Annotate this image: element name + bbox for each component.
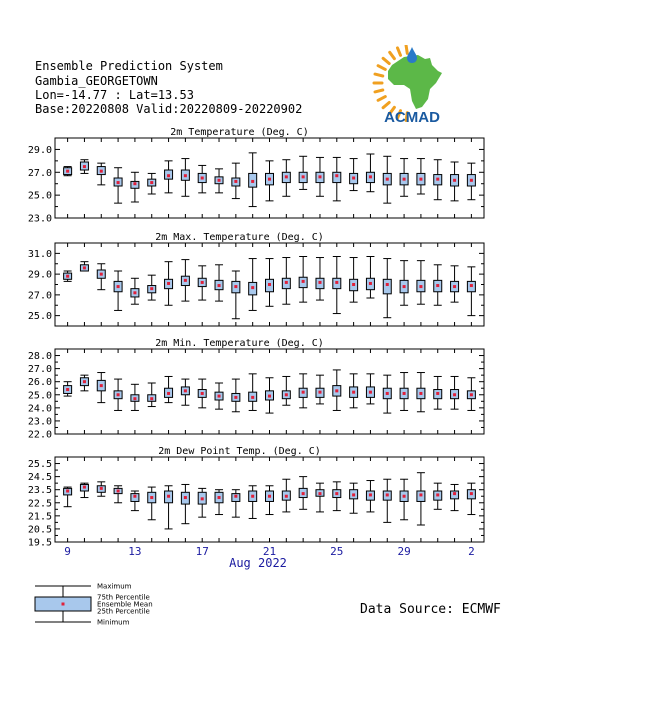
box-1 [64, 271, 72, 281]
mean-marker [251, 495, 254, 498]
box-12 [249, 153, 257, 207]
mean-marker [167, 392, 170, 395]
box-8 [181, 159, 189, 197]
box-18 [350, 258, 358, 303]
mean-marker [419, 493, 422, 496]
y-tick-label: 29.0 [27, 144, 52, 156]
mean-marker [100, 273, 103, 276]
panel-2 [28, 232, 484, 326]
box-23 [434, 265, 442, 305]
mean-marker [100, 384, 103, 387]
mean-marker [133, 182, 136, 185]
mean-marker [403, 495, 406, 498]
box-18 [350, 374, 358, 408]
box-24 [451, 484, 459, 510]
mean-marker [83, 266, 86, 269]
mean-marker [470, 393, 473, 396]
mean-marker [436, 284, 439, 287]
box-6 [148, 487, 156, 520]
mean-marker [251, 396, 254, 399]
legend-minimum-label: Minimum [97, 618, 130, 627]
mean-marker [386, 283, 389, 286]
box-9 [198, 379, 206, 408]
y-tick-label: 25.0 [27, 190, 52, 202]
mean-marker [201, 281, 204, 284]
x-tick-label: 2 [468, 545, 475, 558]
box-9 [198, 488, 206, 517]
box-20 [383, 375, 391, 413]
mean-marker [66, 490, 69, 493]
mean-marker [302, 492, 305, 495]
mean-marker [352, 283, 355, 286]
box-13 [266, 259, 274, 307]
mean-marker [419, 178, 422, 181]
box-16 [316, 157, 324, 196]
mean-marker [453, 393, 456, 396]
mean-marker [100, 487, 103, 490]
box-2 [80, 262, 88, 271]
box-21 [400, 479, 408, 520]
box-10 [215, 265, 223, 301]
box-8 [181, 484, 189, 523]
panel-title: 2m Temperature (Deg. C) [170, 127, 309, 138]
y-tick-label: 27.0 [27, 167, 52, 179]
box-3 [97, 264, 105, 290]
box-13 [266, 378, 274, 413]
box-7 [165, 161, 173, 193]
mean-marker [201, 392, 204, 395]
mean-marker [150, 181, 153, 184]
box-12 [249, 374, 257, 411]
mean-marker [386, 392, 389, 395]
y-tick-label: 24.0 [27, 403, 52, 415]
mean-marker [268, 178, 271, 181]
box-2 [80, 375, 88, 391]
mean-marker [369, 391, 372, 394]
mean-marker [268, 283, 271, 286]
mean-marker [302, 280, 305, 283]
panel-title: 2m Dew Point Temp. (Deg. C) [158, 446, 321, 457]
mean-marker [335, 174, 338, 177]
mean-marker [285, 393, 288, 396]
box-11 [232, 163, 240, 198]
box-14 [282, 479, 290, 512]
mean-marker [453, 492, 456, 495]
box-19 [366, 256, 374, 298]
box-25 [467, 483, 475, 514]
box-23 [434, 483, 442, 509]
iqr-box [333, 172, 341, 182]
mean-marker [419, 285, 422, 288]
box-4 [114, 271, 122, 310]
mean-marker [133, 397, 136, 400]
mean-marker [167, 174, 170, 177]
y-tick-label: 29.0 [27, 269, 52, 281]
box-16 [316, 258, 324, 301]
box-24 [451, 266, 459, 302]
mean-marker [268, 395, 271, 398]
y-tick-label: 25.5 [27, 459, 52, 471]
box-2 [80, 160, 88, 174]
y-tick-label: 23.5 [27, 485, 52, 497]
mean-marker [335, 492, 338, 495]
mean-marker [403, 178, 406, 181]
mean-marker [453, 285, 456, 288]
panel-4 [28, 446, 484, 549]
box-8 [181, 260, 189, 302]
mean-marker [100, 170, 103, 173]
box-20 [383, 259, 391, 318]
box-14 [282, 258, 290, 305]
mean-marker [117, 393, 120, 396]
box-19 [366, 374, 374, 404]
box-20 [383, 156, 391, 203]
mean-marker [150, 496, 153, 499]
mean-marker [234, 396, 237, 399]
box-15 [299, 256, 307, 302]
box-15 [299, 374, 307, 408]
box-17 [333, 482, 341, 511]
data-source: Data Source: ECMWF [360, 602, 501, 617]
panel-3 [28, 338, 484, 441]
box-23 [434, 376, 442, 409]
mean-marker [184, 174, 187, 177]
mean-marker [268, 495, 271, 498]
y-tick-label: 27.0 [27, 290, 52, 302]
y-tick-label: 28.0 [27, 351, 52, 363]
mean-marker [234, 495, 237, 498]
mean-marker [251, 180, 254, 183]
x-tick-label: 13 [128, 545, 142, 558]
x-tick-label: 25 [330, 545, 344, 558]
box-11 [232, 490, 240, 517]
box-10 [215, 383, 223, 409]
mean-marker [117, 181, 120, 184]
box-5 [131, 172, 139, 202]
mean-marker [184, 279, 187, 282]
y-tick-label: 20.5 [27, 524, 52, 536]
mean-marker [83, 380, 86, 383]
box-16 [316, 375, 324, 404]
legend-mean-marker [62, 603, 65, 606]
mean-marker [318, 175, 321, 178]
mean-marker [436, 493, 439, 496]
mean-marker [234, 285, 237, 288]
box-2 [80, 483, 88, 497]
legend [35, 583, 153, 627]
box-15 [299, 477, 307, 510]
mean-marker [436, 178, 439, 181]
box-24 [451, 376, 459, 409]
header-title: Ensemble Prediction System [35, 59, 223, 73]
box-4 [114, 168, 122, 203]
mean-marker [218, 496, 221, 499]
box-5 [131, 278, 139, 304]
box-22 [417, 159, 425, 194]
y-tick-label: 21.5 [27, 511, 52, 523]
mean-marker [352, 493, 355, 496]
box-10 [215, 169, 223, 193]
box-13 [266, 486, 274, 515]
box-21 [400, 373, 408, 411]
box-16 [316, 483, 324, 512]
mean-marker [470, 492, 473, 495]
mean-marker [66, 170, 69, 173]
box-9 [198, 266, 206, 300]
box-25 [467, 267, 475, 316]
mean-marker [470, 179, 473, 182]
header-coordinates: Lon=-14.77 : Lat=13.53 [35, 88, 194, 102]
box-14 [282, 376, 290, 405]
panel-title: 2m Max. Temperature (Deg. C) [155, 232, 324, 243]
mean-marker [201, 497, 204, 500]
box-11 [232, 271, 240, 319]
box-10 [215, 490, 223, 515]
mean-marker [318, 492, 321, 495]
mean-marker [218, 284, 221, 287]
box-3 [97, 373, 105, 403]
box-1 [64, 167, 72, 176]
y-tick-label: 27.0 [27, 364, 52, 376]
mean-marker [150, 287, 153, 290]
mean-marker [234, 180, 237, 183]
box-22 [417, 373, 425, 412]
acmad-logo-text: ACMAD [384, 109, 440, 126]
box-21 [400, 261, 408, 306]
box-8 [181, 379, 189, 405]
mean-marker [335, 389, 338, 392]
mean-marker [318, 391, 321, 394]
mean-marker [436, 392, 439, 395]
mean-marker [453, 179, 456, 182]
mean-marker [318, 281, 321, 284]
box-4 [114, 486, 122, 503]
box-1 [64, 382, 72, 396]
mean-marker [369, 175, 372, 178]
box-17 [333, 370, 341, 411]
box-6 [148, 173, 156, 194]
legend-maximum-label: Maximum [97, 582, 132, 591]
mean-marker [352, 177, 355, 180]
mean-marker [184, 389, 187, 392]
box-24 [451, 162, 459, 201]
box-15 [299, 156, 307, 189]
legend-mean-label: Ensemble Mean [97, 600, 153, 609]
mean-marker [83, 486, 86, 489]
header-station: Gambia_GEORGETOWN [35, 74, 158, 88]
mean-marker [335, 281, 338, 284]
mean-marker [419, 392, 422, 395]
mean-marker [184, 496, 187, 499]
box-7 [165, 262, 173, 306]
y-tick-label: 24.5 [27, 472, 52, 484]
mean-marker [403, 285, 406, 288]
panel-title: 2m Min. Temperature (Deg. C) [155, 338, 324, 349]
y-tick-label: 19.5 [27, 537, 52, 549]
mean-marker [369, 493, 372, 496]
mean-marker [352, 391, 355, 394]
box-7 [165, 376, 173, 402]
box-22 [417, 261, 425, 305]
header-dates: Base:20220808 Valid:20220809-20220902 [35, 102, 303, 116]
box-17 [333, 256, 341, 313]
box-5 [131, 491, 139, 511]
box-19 [366, 481, 374, 512]
y-tick-label: 23.0 [27, 416, 52, 428]
mean-marker [117, 285, 120, 288]
box-25 [467, 378, 475, 411]
box-7 [165, 486, 173, 529]
y-tick-label: 26.0 [27, 377, 52, 389]
x-tick-label: 9 [64, 545, 71, 558]
y-tick-label: 25.0 [27, 311, 52, 323]
box-9 [198, 165, 206, 192]
y-tick-label: 22.5 [27, 498, 52, 510]
box-25 [467, 163, 475, 200]
mean-marker [285, 281, 288, 284]
mean-marker [369, 282, 372, 285]
panel-1 [28, 127, 484, 225]
x-axis-month-label: Aug 2022 [229, 556, 287, 570]
mean-marker [218, 395, 221, 398]
mean-marker [302, 391, 305, 394]
mean-marker [386, 493, 389, 496]
box-21 [400, 159, 408, 197]
mean-marker [167, 282, 170, 285]
mean-marker [470, 284, 473, 287]
y-tick-label: 31.0 [27, 248, 52, 260]
mean-marker [150, 397, 153, 400]
box-5 [131, 384, 139, 410]
box-3 [97, 163, 105, 185]
box-18 [350, 483, 358, 513]
box-20 [383, 479, 391, 522]
mean-marker [251, 286, 254, 289]
x-tick-label: 21 [262, 545, 277, 558]
mean-marker [285, 495, 288, 498]
mean-marker [133, 495, 136, 498]
mean-marker [133, 291, 136, 294]
box-13 [266, 161, 274, 201]
box-23 [434, 160, 442, 200]
legend-p25-label: 25th Percentile [97, 607, 150, 616]
mean-marker [201, 177, 204, 180]
mean-marker [218, 179, 221, 182]
box-6 [148, 383, 156, 407]
mean-marker [386, 178, 389, 181]
mean-marker [66, 275, 69, 278]
box-17 [333, 157, 341, 200]
box-3 [97, 482, 105, 496]
box-12 [249, 259, 257, 311]
mean-marker [83, 165, 86, 168]
mean-marker [117, 490, 120, 493]
mean-marker [167, 495, 170, 498]
y-tick-label: 23.0 [27, 213, 52, 225]
mean-marker [285, 175, 288, 178]
box-4 [114, 379, 122, 410]
box-14 [282, 160, 290, 197]
y-tick-label: 25.0 [27, 390, 52, 402]
mean-marker [403, 392, 406, 395]
x-tick-label: 29 [397, 545, 411, 558]
mean-marker [66, 388, 69, 391]
box-19 [366, 154, 374, 192]
box-1 [64, 487, 72, 507]
box-22 [417, 473, 425, 525]
box-11 [232, 379, 240, 412]
x-tick-label: 17 [195, 545, 209, 558]
iqr-box [383, 279, 391, 294]
box-12 [249, 486, 257, 519]
mean-marker [302, 175, 305, 178]
legend-p75-label: 75th Percentile [97, 593, 150, 602]
box-6 [148, 275, 156, 300]
y-tick-label: 22.0 [27, 429, 52, 441]
box-18 [350, 159, 358, 191]
